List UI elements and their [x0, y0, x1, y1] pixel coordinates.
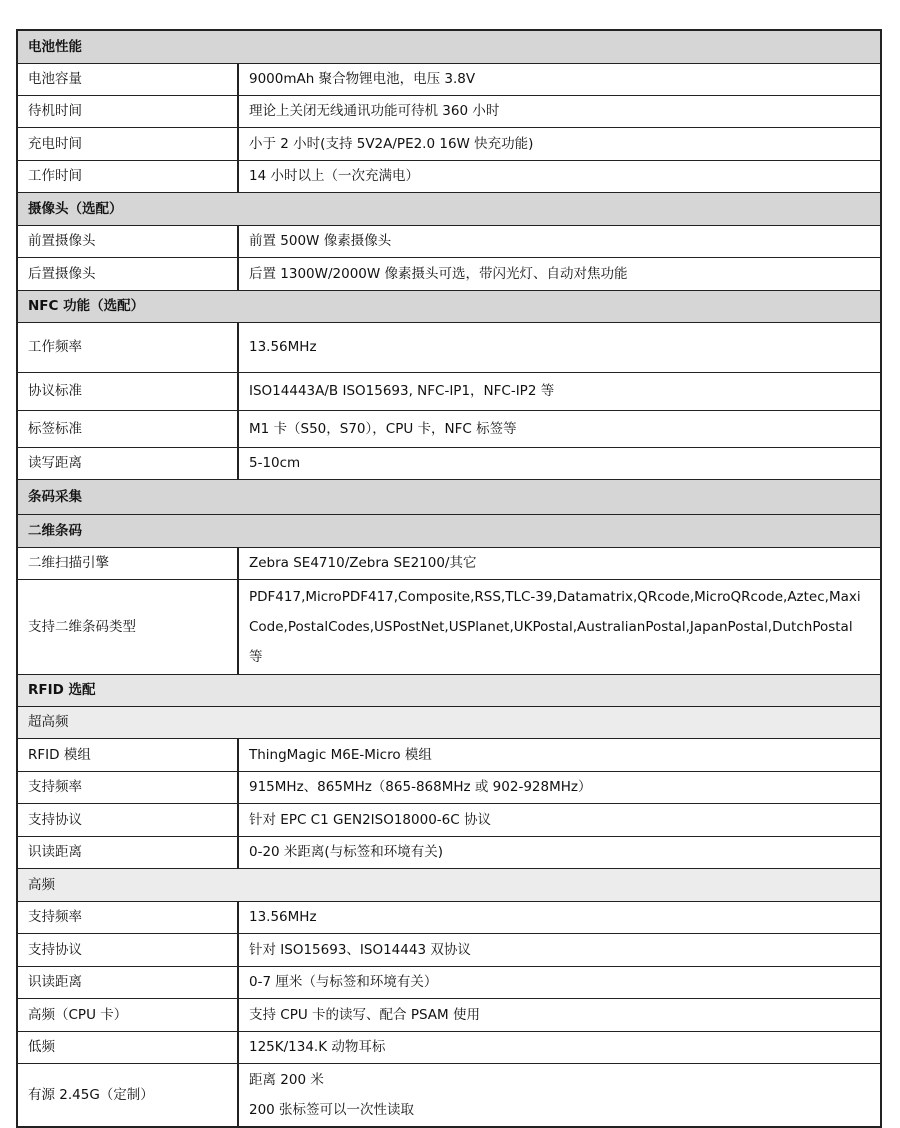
spec-value: 小于 2 小时(支持 5V2A/PE2.0 16W 快充功能)	[238, 127, 881, 160]
spec-label: 二维扫描引擎	[17, 547, 238, 579]
spec-label: 读写距离	[17, 447, 238, 479]
spec-label: 前置摄像头	[17, 225, 238, 257]
section-title: 电池性能	[17, 30, 881, 63]
spec-row	[17, 803, 881, 836]
spec-value: 125K/134.K 动物耳标	[238, 1031, 881, 1063]
section-title: 条码采集	[17, 479, 881, 514]
spec-value: 后置 1300W/2000W 像素摄头可选，带闪光灯、自动对焦功能	[238, 257, 881, 290]
section-header-rfid	[17, 674, 881, 706]
spec-label: 充电时间	[17, 127, 238, 160]
spec-label: 协议标准	[17, 372, 238, 410]
spec-value-line: 距离 200 米	[249, 1071, 324, 1088]
spec-value	[238, 1063, 881, 1127]
spec-label: 识读距离	[17, 836, 238, 868]
spec-row	[17, 225, 881, 257]
spec-label: RFID 模组	[17, 738, 238, 771]
spec-row	[17, 447, 881, 479]
subsection-header-2d	[17, 514, 881, 547]
spec-value: 针对 EPC C1 GEN2ISO18000-6C 协议	[238, 803, 881, 836]
spec-value: 13.56MHz	[238, 322, 881, 372]
spec-value: 14 小时以上（一次充满电）	[238, 160, 881, 192]
spec-label: 低频	[17, 1031, 238, 1063]
spec-row	[17, 547, 881, 579]
spec-row	[17, 738, 881, 771]
spec-value: 理论上关闭无线通讯功能可待机 360 小时	[238, 95, 881, 127]
spec-label: 支持协议	[17, 933, 238, 966]
section-header-battery	[17, 30, 881, 63]
spec-row	[17, 966, 881, 998]
spec-value: 前置 500W 像素摄像头	[238, 225, 881, 257]
spec-label: 支持频率	[17, 901, 238, 933]
spec-value: 0-7 厘米（与标签和环境有关）	[238, 966, 881, 998]
subsection-title: 超高频	[17, 706, 881, 738]
spec-value: ThingMagic M6E-Micro 模组	[238, 738, 881, 771]
spec-row	[17, 63, 881, 95]
spec-value: 针对 ISO15693、ISO14443 双协议	[238, 933, 881, 966]
spec-label: 电池容量	[17, 63, 238, 95]
section-header-camera	[17, 192, 881, 225]
section-header-barcode	[17, 479, 881, 514]
spec-label: 支持协议	[17, 803, 238, 836]
spec-row	[17, 160, 881, 192]
subsection-title: 二维条码	[17, 514, 881, 547]
spec-label: 支持频率	[17, 771, 238, 803]
spec-row	[17, 933, 881, 966]
section-header-nfc	[17, 290, 881, 322]
spec-label: 高频（CPU 卡）	[17, 998, 238, 1031]
spec-label: 识读距离	[17, 966, 238, 998]
section-title: RFID 选配	[17, 674, 881, 706]
spec-label: 支持二维条码类型	[17, 579, 238, 674]
spec-label: 工作频率	[17, 322, 238, 372]
subsection-header-uhf	[17, 706, 881, 738]
spec-table	[16, 29, 882, 1128]
spec-label: 待机时间	[17, 95, 238, 127]
subsection-header-hf	[17, 868, 881, 901]
spec-value: PDF417,MicroPDF417,Composite,RSS,TLC-39,Datamatrix,QRcode,MicroQRcode,Aztec,MaxiCode,PostalCodes,USPostNet,USPlanet,UKPostal,AustralianPostal,JapanPostal,DutchPostal 等	[238, 579, 881, 674]
spec-row	[17, 771, 881, 803]
section-title: NFC 功能（选配）	[17, 290, 881, 322]
spec-row	[17, 410, 881, 447]
spec-row	[17, 1031, 881, 1063]
spec-label: 后置摄像头	[17, 257, 238, 290]
spec-value: 支持 CPU 卡的读写、配合 PSAM 使用	[238, 998, 881, 1031]
spec-row	[17, 1063, 881, 1127]
spec-value: 13.56MHz	[238, 901, 881, 933]
spec-row	[17, 836, 881, 868]
spec-row	[17, 372, 881, 410]
spec-value: 9000mAh 聚合物锂电池，电压 3.8V	[238, 63, 881, 95]
spec-row	[17, 95, 881, 127]
spec-value: 5-10cm	[238, 447, 881, 479]
spec-label: 标签标准	[17, 410, 238, 447]
spec-row	[17, 901, 881, 933]
spec-row	[17, 257, 881, 290]
spec-label: 工作时间	[17, 160, 238, 192]
spec-row	[17, 998, 881, 1031]
spec-label: 有源 2.45G（定制）	[17, 1063, 238, 1127]
spec-value: Zebra SE4710/Zebra SE2100/其它	[238, 547, 881, 579]
section-title: 摄像头（选配）	[17, 192, 881, 225]
subsection-title: 高频	[17, 868, 881, 901]
spec-value: ISO14443A/B ISO15693, NFC-IP1，NFC-IP2 等	[238, 372, 881, 410]
spec-value: M1 卡（S50，S70），CPU 卡，NFC 标签等	[238, 410, 881, 447]
spec-row	[17, 322, 881, 372]
spec-value: 915MHz、865MHz（865-868MHz 或 902-928MHz）	[238, 771, 881, 803]
spec-value-line: 200 张标签可以一次性读取	[249, 1101, 415, 1118]
spec-value: 0-20 米距离(与标签和环境有关)	[238, 836, 881, 868]
spec-row	[17, 127, 881, 160]
spec-row	[17, 579, 881, 674]
